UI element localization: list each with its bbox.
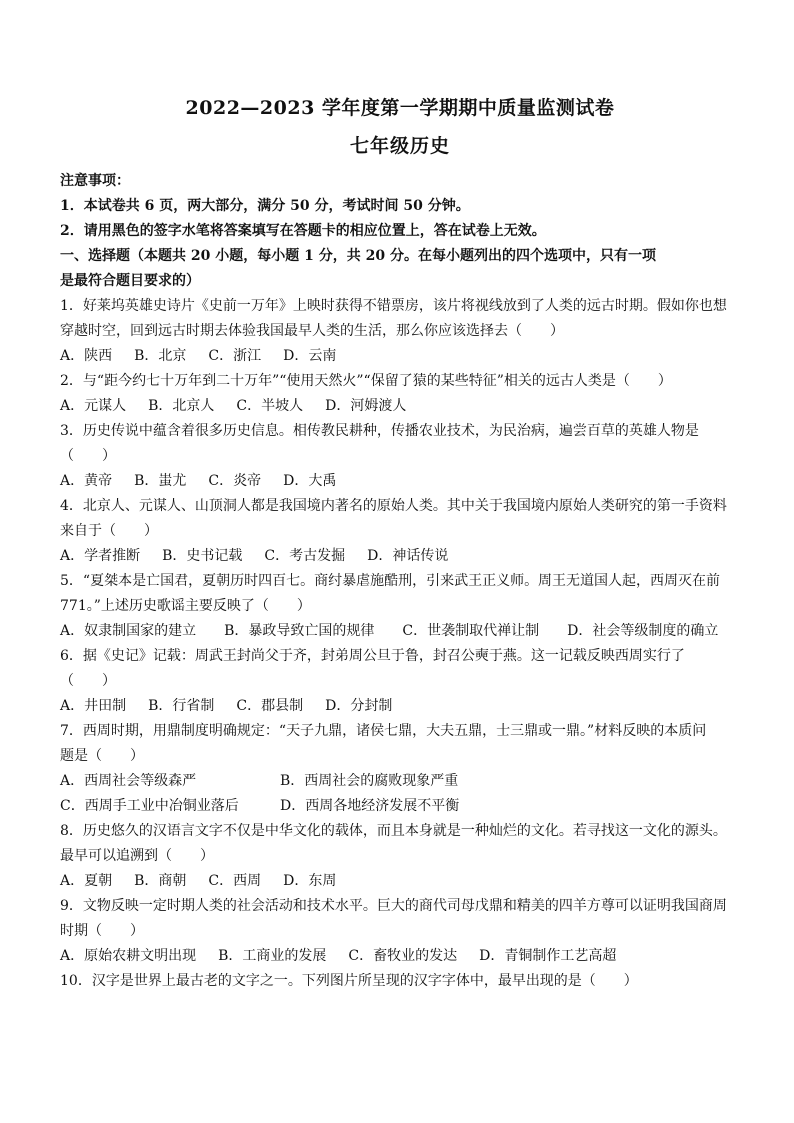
- options-row: [60, 619, 740, 644]
- option-b: B．史书记载: [162, 548, 243, 564]
- question-line: 3．历史传说中蕴含着很多历史信息。相传教民耕种，传播农业技术，为民治病，遍尝百草的英雄人物是: [60, 423, 699, 439]
- option-a: A．元谋人: [60, 398, 127, 414]
- question-2: [60, 369, 740, 419]
- options-row: [60, 394, 740, 419]
- question-line: 7．西周时期，用鼎制度明确规定：“天子九鼎，诸侯七鼎，大夫五鼎，士三鼎或一鼎。”材料反映的本质问: [60, 723, 707, 739]
- option-a: A．西周社会等级森严: [60, 773, 197, 789]
- question-line: 时期（ ）: [60, 923, 144, 939]
- question-line: （ ）: [60, 673, 116, 689]
- option-c: C．西周: [208, 873, 262, 889]
- option-a: A．原始农耕文明出现: [60, 948, 197, 964]
- question-line: 4．北京人、元谋人、山顶洞人都是我国境内著名的原始人类。其中关于我国境内原始人类研究的第一手资料: [60, 498, 727, 514]
- question-line: 8．历史悠久的汉语言文字不仅是中华文化的载体，而且本身就是一种灿烂的文化。若寻找这一文化的源头。: [60, 823, 727, 839]
- options-row: [60, 769, 740, 794]
- option-b: B．北京人: [148, 398, 215, 414]
- question-line: （ ）: [60, 448, 116, 464]
- option-d: D．河姆渡人: [325, 398, 407, 414]
- option-d: D．西周各地经济发展不平衡: [280, 798, 460, 814]
- option-d: D．东周: [283, 873, 337, 889]
- question-9: [60, 894, 740, 969]
- option-c: C．郡县制: [236, 698, 304, 714]
- question-8: [60, 819, 740, 894]
- option-d: D．社会等级制度的确立: [567, 623, 719, 639]
- option-d: D．青铜制作工艺高超: [479, 948, 617, 964]
- option-a: A．夏朝: [60, 873, 113, 889]
- option-c: C．畜牧业的发达: [348, 948, 458, 964]
- option-c: C．世袭制取代禅让制: [402, 623, 540, 639]
- option-b: B．暴政导致亡国的规律: [224, 623, 375, 639]
- option-c: C．半坡人: [236, 398, 304, 414]
- question-line: 穿越时空，回到远古时期去体验我国最早人类的生活，那么你应该选择去（ ）: [60, 323, 564, 339]
- question-3: [60, 419, 740, 494]
- option-c: C．炎帝: [208, 473, 262, 489]
- section-heading-line2: 是最符合题目要求的）: [60, 273, 200, 289]
- question-line: 9．文物反映一定时期人类的社会活动和技术水平。巨大的商代司母戊鼎和精美的四羊方尊可以证明我国商周: [60, 898, 727, 914]
- option-d: D．神话传说: [367, 548, 449, 564]
- option-b: B．行省制: [148, 698, 215, 714]
- options-row: [60, 794, 740, 819]
- question-6: [60, 644, 740, 719]
- question-line: 6．据《史记》记载：周武王封尚父于齐，封弟周公旦于鲁，封召公奭于燕。这一记载反映西周实行了: [60, 648, 685, 664]
- question-4: [60, 494, 740, 569]
- question-1: [60, 294, 740, 369]
- exam-title: 2022—2023 学年度第一学期期中质量监测试卷: [185, 97, 615, 119]
- option-b: B．商朝: [134, 873, 187, 889]
- question-7: [60, 719, 740, 819]
- notice-item-1: 1．本试卷共 6 页，两大部分，满分 50 分，考试时间 50 分钟。: [60, 198, 470, 214]
- question-5: [60, 569, 740, 644]
- question-line: 最早可以追溯到（ ）: [60, 848, 214, 864]
- option-c: C．浙江: [208, 348, 262, 364]
- option-b: B．北京: [134, 348, 187, 364]
- notice-item-2: 2．请用黑色的签字水笔将答案填写在答题卡的相应位置上，答在试卷上无效。: [60, 223, 546, 239]
- question-line: 5．“夏桀本是亡国君，夏朝历时四百七。商纣暴虐施酷刑，引来武王正义师。周王无道国人起，西周灭在前: [60, 573, 721, 589]
- option-a: A．井田制: [60, 698, 127, 714]
- question-line: 来自于（ ）: [60, 523, 158, 539]
- options-row: [60, 944, 740, 969]
- question-line: 771。”上述历史歌谣主要反映了（ ）: [60, 598, 311, 614]
- option-b: B．蚩尤: [134, 473, 187, 489]
- options-row: [60, 344, 740, 369]
- option-b: B．西周社会的腐败现象严重: [280, 773, 459, 789]
- option-d: D．大禹: [283, 473, 337, 489]
- options-row: [60, 544, 740, 569]
- section-heading-line1: 一、选择题（本题共 20 小题，每小题 1 分，共 20 分。在每小题列出的四个选项中，只有一项: [60, 248, 656, 264]
- question-line: 题是（ ）: [60, 748, 144, 764]
- question-line: 2．与“距今约七十万年到二十万年”“使用天然火”“保留了猿的某些特征”相关的远古人类是（ ）: [60, 373, 672, 389]
- option-d: D．分封制: [325, 698, 393, 714]
- option-a: A．奴隶制国家的建立: [60, 623, 197, 639]
- option-a: A．黄帝: [60, 473, 113, 489]
- question-line: 1．好莱坞英雄史诗片《史前一万年》上映时获得不错票房，该片将视线放到了人类的远古时期。假如你也想: [60, 298, 727, 314]
- option-c: C．西周手工业中冶铜业落后: [60, 798, 239, 814]
- notice-heading: 注意事项：: [60, 173, 130, 189]
- question-line: 10．汉字是世界上最古老的文字之一。下列图片所呈现的汉字字体中，最早出现的是（ ）: [60, 973, 638, 989]
- option-d: D．云南: [283, 348, 337, 364]
- options-row: [60, 694, 740, 719]
- exam-subtitle: 七年级历史: [349, 135, 450, 157]
- options-row: [60, 869, 740, 894]
- exam-page: [60, 95, 740, 994]
- option-a: A．陕西: [60, 348, 113, 364]
- question-10: [60, 969, 740, 994]
- option-b: B．工商业的发展: [218, 948, 327, 964]
- option-a: A．学者推断: [60, 548, 141, 564]
- option-c: C．考古发掘: [264, 548, 346, 564]
- options-row: [60, 469, 740, 494]
